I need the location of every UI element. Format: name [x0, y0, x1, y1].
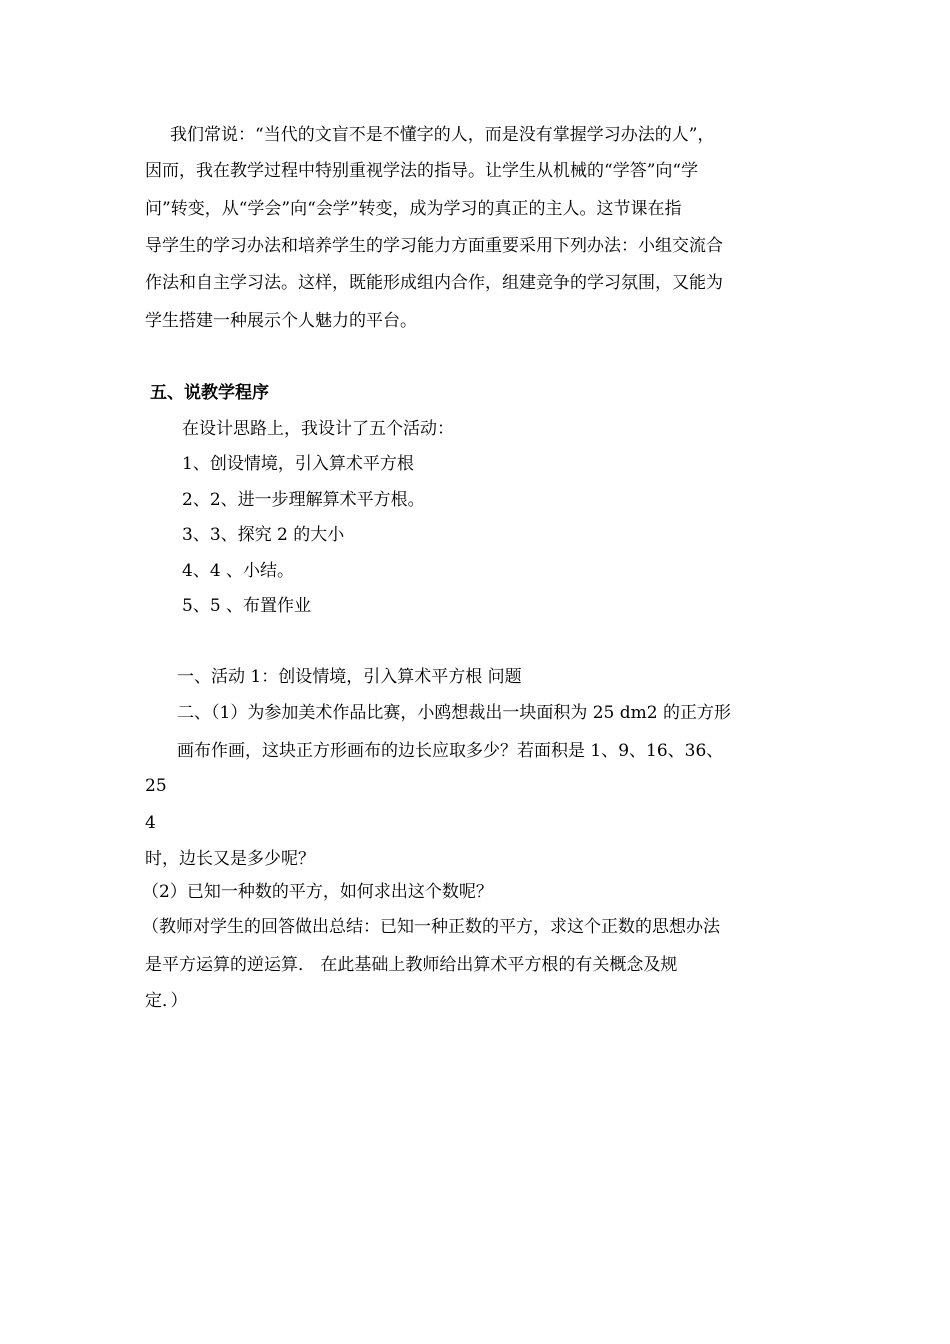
summary-line-3: 定．）	[145, 991, 188, 1011]
fraction-numerator: 25	[145, 776, 167, 796]
section-heading: 五、说教学程序	[150, 383, 269, 403]
activity1-title: 一、活动 1：创设情境，引入算术平方根 问题	[177, 667, 522, 687]
question1-line-1: 二、（1）为参加美术作品比赛，小鸥想裁出一块面积为 25 dm2 的正方形	[177, 703, 731, 723]
intro-line-2: 因而，我在教学过程中特别重视学法的指导。让学生从机械的“学答”向“学	[145, 161, 699, 181]
intro-line-1: 我们常说：“当代的文盲不是不懂字的人，而是没有掌握学习办法的人”，	[170, 125, 715, 145]
activity-item-5: 5、5 、布置作业	[182, 596, 312, 616]
activity-item-3: 3、3、探究 2 的大小	[182, 525, 345, 545]
question1-line-2: 画布作画，这块正方形画布的边长应取多少？若面积是 1、9、16、36、	[177, 741, 724, 761]
fraction-denominator: 4	[145, 813, 156, 833]
activity-item-1: 1、创设情境，引入算术平方根	[182, 454, 414, 474]
activity-item-4: 4、4 、小结。	[182, 561, 295, 581]
design-intro: 在设计思路上，我设计了五个活动：	[182, 419, 454, 439]
summary-line-2: 是平方运算的逆运算． 在此基础上教师给出算术平方根的有关概念及规	[145, 955, 678, 975]
summary-line-1: （教师对学生的回答做出总结：已知一种正数的平方，求这个正数的思想办法	[142, 917, 720, 937]
intro-line-3: 问”转变，从“学会”向“会学”转变，成为学习的真正的主人。这节课在指	[145, 199, 682, 219]
intro-line-5: 作法和自主学习法。这样，既能形成组内合作，组建竞争的学习氛围，又能为	[145, 273, 723, 293]
intro-line-4: 导学生的学习办法和培养学生的学习能力方面重要采用下列办法：小组交流合	[145, 236, 723, 256]
question1-line-3: 时，边长又是多少呢？	[145, 849, 315, 869]
intro-line-6: 学生搭建一种展示个人魅力的平台。	[145, 311, 417, 331]
question2: （2）已知一种数的平方，如何求出这个数呢？	[142, 882, 493, 902]
activity-item-2: 2、2、进一步理解算术平方根。	[182, 490, 425, 510]
